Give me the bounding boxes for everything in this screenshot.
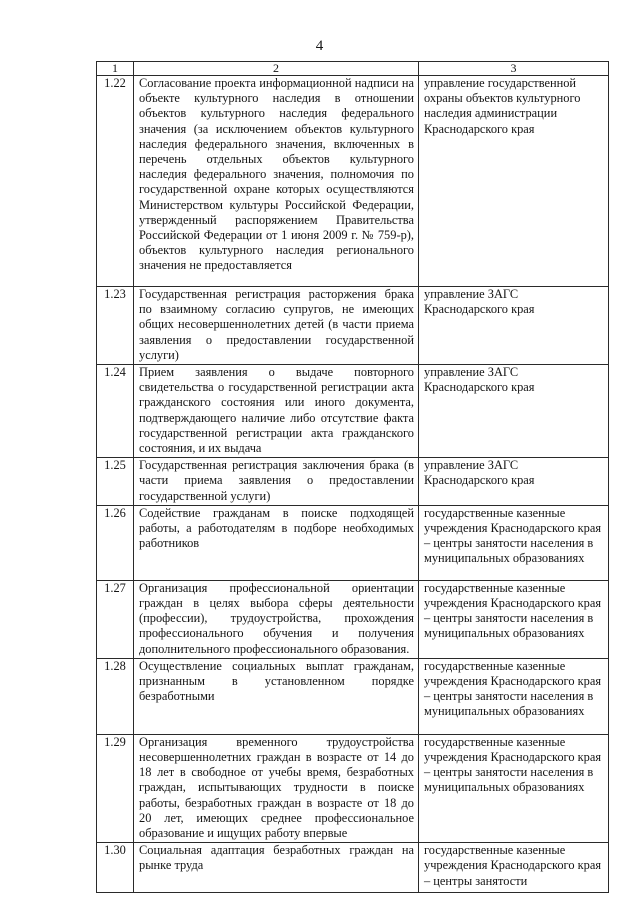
- column-header-number: 1: [97, 62, 134, 76]
- service-description: Согласование проекта информационной надписи на объекте культурного наследия в отношении объектов культурного наследия федерального значения (за исключением объектов культурного наследия федерального значения, включенных в перечень отдельных объектов культурного наследия федерального значения, полномочия по государственной охране которых осуществляются Министерством культуры Российской Федерации, утвержденный распоряжением Правительства Российской Федерации от 1 июня 2009 г. № 759-р), объектов культурного наследия регионального значения не предоставляется: [134, 76, 419, 287]
- responsible-agency: государственные казенные учреждения Краснодарского края – центры занятости населения в муниципальных образованиях: [419, 658, 609, 734]
- services-table: [96, 61, 609, 893]
- table-row: [97, 76, 609, 287]
- table-row: [97, 580, 609, 658]
- service-description: Содействие гражданам в поиске подходящей работы, а работодателям в подборе необходимых работников: [134, 505, 419, 580]
- table-row: [97, 458, 609, 506]
- table-row: [97, 287, 609, 365]
- service-description: Прием заявления о выдаче повторного свидетельства о государственной регистрации акта гражданского состояния или иного документа, подтверждающего наличие либо отсутствие факта государственной регистрации акта гражданского состояния, и их выдача: [134, 365, 419, 458]
- service-description: Организация временного трудоустройства несовершеннолетних граждан в возрасте от 14 до 18 лет в свободное от учебы время, безработных граждан, испытывающих трудности в поиске работы, безработных граждан в возрасте от 18 до 20 лет, имеющих среднее профессиональное образование и ищущих работу впервые: [134, 734, 419, 842]
- responsible-agency: управление ЗАГС Краснодарского края: [419, 365, 609, 458]
- table-header-row: [97, 62, 609, 76]
- responsible-agency: государственные казенные учреждения Краснодарского края – центры занятости населения в муниципальных образованиях: [419, 734, 609, 842]
- service-description: Осуществление социальных выплат гражданам, признанным в установленном порядке безработными: [134, 658, 419, 734]
- page-number: 4: [315, 38, 324, 54]
- table-row: [97, 365, 609, 458]
- row-number: 1.22: [97, 76, 134, 287]
- row-number: 1.26: [97, 505, 134, 580]
- row-number: 1.27: [97, 580, 134, 658]
- service-description: Организация профессиональной ориентации граждан в целях выбора сферы деятельности (профессии), трудоустройства, прохождения профессионального обучения и получения дополнительного профессионального образования.: [134, 580, 419, 658]
- column-header-description: 2: [134, 62, 419, 76]
- row-number: 1.30: [97, 843, 134, 893]
- row-number: 1.24: [97, 365, 134, 458]
- row-number: 1.25: [97, 458, 134, 506]
- table-row: [97, 734, 609, 842]
- service-description: Социальная адаптация безработных граждан на рынке труда: [134, 843, 419, 893]
- row-number: 1.29: [97, 734, 134, 842]
- row-number: 1.28: [97, 658, 134, 734]
- service-description: Государственная регистрация заключения брака (в части приема заявления о предоставлении государственной услуги): [134, 458, 419, 506]
- responsible-agency: государственные казенные учреждения Краснодарского края – центры занятости: [419, 843, 609, 893]
- responsible-agency: государственные казенные учреждения Краснодарского края – центры занятости населения в муниципальных образованиях: [419, 505, 609, 580]
- table-row: [97, 658, 609, 734]
- responsible-agency: управление государственной охраны объектов культурного наследия администрации Краснодарского края: [419, 76, 609, 287]
- column-header-agency: 3: [419, 62, 609, 76]
- responsible-agency: управление ЗАГС Краснодарского края: [419, 458, 609, 506]
- table-row: [97, 505, 609, 580]
- responsible-agency: государственные казенные учреждения Краснодарского края – центры занятости населения в муниципальных образованиях: [419, 580, 609, 658]
- row-number: 1.23: [97, 287, 134, 365]
- service-description: Государственная регистрация расторжения брака по взаимному согласию супругов, не имеющих общих несовершеннолетних детей (в части приема заявления о предоставлении государственной услуги): [134, 287, 419, 365]
- responsible-agency: управление ЗАГС Краснодарского края: [419, 287, 609, 365]
- table-row: [97, 843, 609, 893]
